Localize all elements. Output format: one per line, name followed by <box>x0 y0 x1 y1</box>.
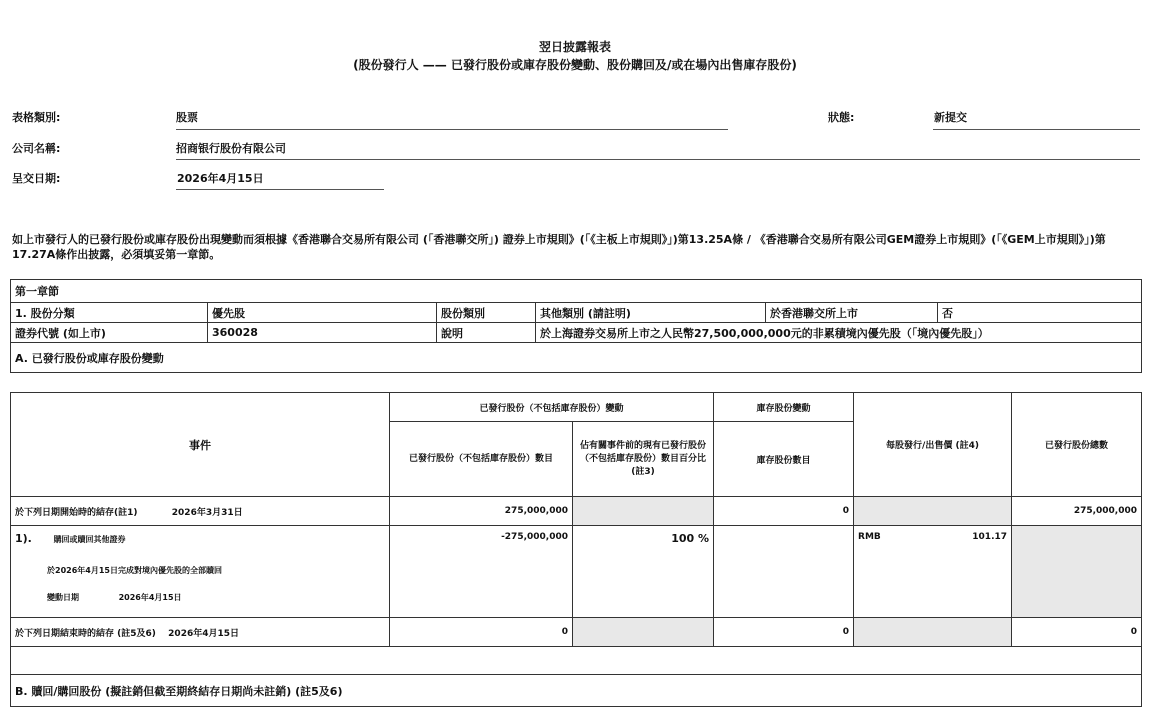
status-label: 狀態: <box>828 111 855 124</box>
date-underline <box>176 189 384 190</box>
share-class-label: 1. 股份分類 <box>11 303 208 323</box>
event-total-empty <box>1012 526 1142 618</box>
company-value: 招商银行股份有限公司 <box>176 142 286 155</box>
intro-text: 如上市發行人的已發行股份或庫存股份出現變動而須根據《香港聯合交易所有限公司 (「香港聯交所」) 證券上市規則》(「《主板上市規則》」)第13.25A條 / 《香港聯合交易所有限公司GEM證券上市規則》(「《GEM上市規則》」)第17.27A條作出披露，必須填妥第一章節。 <box>12 233 1106 261</box>
header-issued-count: 已發行股份（不包括庫存股份）數目 <box>390 422 573 497</box>
event-number: 1). <box>15 532 32 545</box>
page-subtitle: (股份發行人 —— 已發行股份或庫存股份變動、股份購回及/或在場內出售庫存股份) <box>353 58 797 72</box>
stock-code-value: 360028 <box>208 323 437 343</box>
opening-total: 275,000,000 <box>1012 497 1142 526</box>
event-price: 101.17 <box>972 532 1008 542</box>
listed-value: 否 <box>938 303 1142 323</box>
closing-label: 於下列日期結束時的結存 (註5及6) <box>15 628 156 639</box>
company-label: 公司名稱: <box>12 142 61 155</box>
header-total: 已發行股份總數 <box>1012 393 1142 497</box>
change-date-value: 2026年4月15日 <box>118 593 182 602</box>
event-pct: 100 % <box>573 526 714 618</box>
event-type: 購回或贖回其他證券 <box>53 535 126 544</box>
opening-pct-empty <box>573 497 714 526</box>
closing-pct-empty <box>573 618 714 647</box>
closing-date: 2026年4月15日 <box>168 628 240 639</box>
company-underline <box>176 159 1140 160</box>
opening-label: 於下列日期開始時的結存(註1) <box>15 507 138 518</box>
opening-balance-row <box>11 497 1142 526</box>
header-pct: 佔有關事件前的現有已發行股份（不包括庫存股份）數目百分比 (註3) <box>573 422 714 497</box>
closing-total: 0 <box>1012 618 1142 647</box>
header-event: 事件 <box>11 393 390 497</box>
header-treasury-count: 庫存股份數目 <box>714 422 854 497</box>
closing-treasury: 0 <box>714 618 854 647</box>
share-type-label: 股份類別 <box>437 303 536 323</box>
opening-treasury: 0 <box>714 497 854 526</box>
form-type-underline <box>176 129 728 130</box>
closing-price-empty <box>854 618 1012 647</box>
share-type-value: 其他類別 (請註明) <box>536 303 766 323</box>
header-treasury-group: 庫存股份變動 <box>714 393 854 422</box>
closing-balance-row <box>11 618 1142 647</box>
page-title: 翌日披露報表 <box>538 40 611 54</box>
event-row <box>11 526 1142 618</box>
submission-date-label: 呈交日期: <box>12 172 61 185</box>
form-type-value: 股票 <box>176 111 198 124</box>
description-value: 於上海證券交易所上市之人民幣27,500,000,000元的非累積境內優先股（「境內優先股」） <box>536 323 1142 343</box>
event-treasury-empty <box>714 526 854 618</box>
opening-issued: 275,000,000 <box>390 497 573 526</box>
status-underline <box>933 129 1140 130</box>
sectionA-title: A. 已發行股份或庫存股份變動 <box>11 343 1142 373</box>
header-issued-group: 已發行股份（不包括庫存股份）變動 <box>390 393 714 422</box>
status-value: 新提交 <box>934 111 967 124</box>
spacer-row <box>11 647 1142 675</box>
form-type-label: 表格類別: <box>12 111 61 124</box>
closing-issued: 0 <box>390 618 573 647</box>
sectionA-table <box>10 392 1142 707</box>
submission-date-value: 2026年4月15日 <box>177 172 264 185</box>
stock-code-label: 證券代號 (如上市) <box>11 323 208 343</box>
opening-price-empty <box>854 497 1012 526</box>
change-date-label: 變動日期 <box>47 593 79 602</box>
sectionB-title: B. 贖回/購回股份 (擬註銷但截至期終結存日期尚未註銷) (註5及6) <box>11 675 1142 707</box>
description-label: 說明 <box>437 323 536 343</box>
section1-title: 第一章節 <box>11 280 1142 303</box>
section1-table <box>10 279 1142 373</box>
event-currency: RMB <box>858 532 881 542</box>
header-price: 每股發行/出售價 (註4) <box>854 393 1012 497</box>
listed-label: 於香港聯交所上市 <box>766 303 938 323</box>
event-issued: -275,000,000 <box>390 526 573 618</box>
event-description: 於2026年4月15日完成對境內優先股的全部贖回 <box>47 566 222 575</box>
opening-date: 2026年3月31日 <box>171 507 243 518</box>
share-class-value: 優先股 <box>208 303 437 323</box>
